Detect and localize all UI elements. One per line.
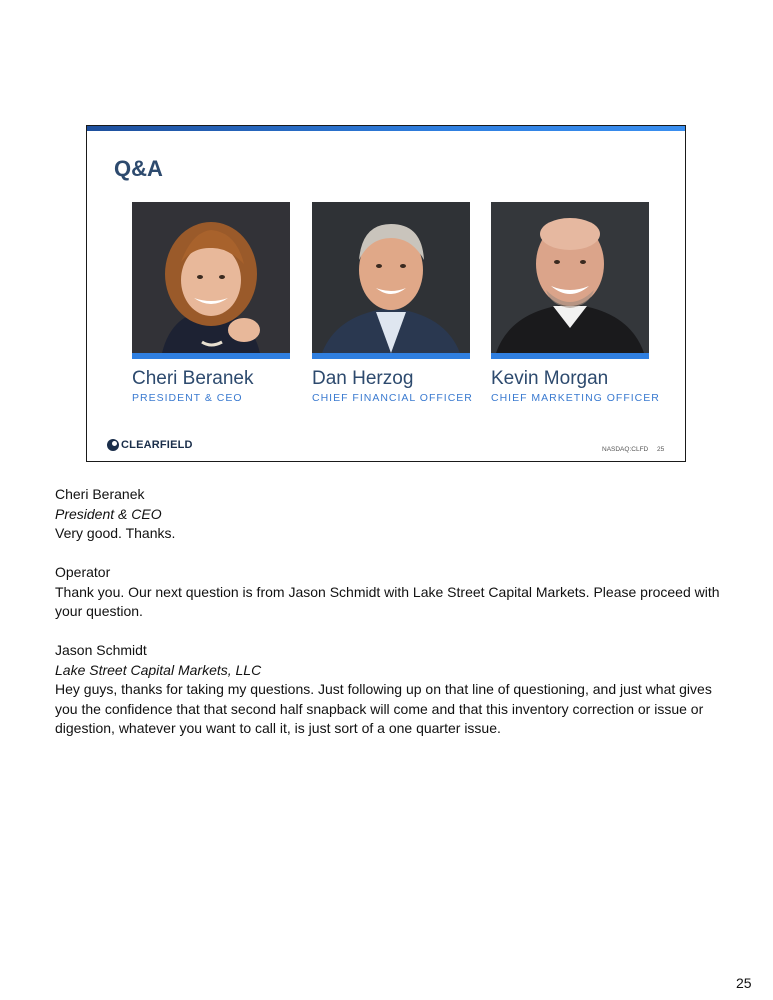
speaker-text: Hey guys, thanks for taking my questions. Just following up on that line of questioning, and just what gives you the confidence that that second half snapback will come and that this inventory correction or issue or digestion, whatever you want to call it, is just sort of a one quarter issue. — [55, 681, 712, 736]
slide-page-number: 25 — [657, 446, 665, 453]
person-card-cheri-beranek — [132, 202, 290, 404]
logo-mark-icon — [107, 439, 119, 451]
person-card-dan-herzog — [312, 202, 473, 404]
slide-title: Q&A — [114, 156, 163, 181]
speaker-role: Lake Street Capital Markets, LLC — [55, 661, 262, 678]
speaker-name: Operator — [55, 564, 111, 580]
person-card-kevin-morgan — [491, 202, 660, 404]
photo-accent-bar — [132, 353, 290, 359]
slide-accent-bar — [87, 126, 685, 131]
person-name: Kevin Morgan — [491, 368, 609, 389]
speaker-text: Thank you. Our next question is from Jason Schmidt with Lake Street Capital Markets. Please proceed with your question. — [55, 583, 720, 619]
speaker-name: Cheri Beranek — [55, 486, 145, 502]
speaker-text: Very good. Thanks. — [55, 525, 176, 541]
photo-accent-bar — [312, 353, 470, 359]
portrait-photo — [491, 202, 649, 353]
person-name: Cheri Beranek — [132, 368, 254, 389]
person-role: CHIEF MARKETING OFFICER — [491, 392, 660, 404]
transcript — [55, 485, 725, 739]
person-name: Dan Herzog — [312, 368, 414, 389]
slide-ticker: NASDAQ:CLFD — [602, 446, 649, 453]
person-role: CHIEF FINANCIAL OFFICER — [312, 392, 473, 404]
logo-text: CLEARFIELD — [121, 439, 193, 451]
page-number: 25 — [736, 975, 752, 991]
speaker-name: Jason Schmidt — [55, 642, 147, 658]
photo-accent-bar — [491, 353, 649, 359]
portrait-photo — [132, 202, 290, 353]
qa-slide — [86, 125, 686, 462]
clearfield-logo — [107, 439, 193, 451]
portrait-photo — [312, 202, 470, 353]
person-role: PRESIDENT & CEO — [132, 392, 243, 404]
speaker-role: President & CEO — [55, 505, 162, 522]
